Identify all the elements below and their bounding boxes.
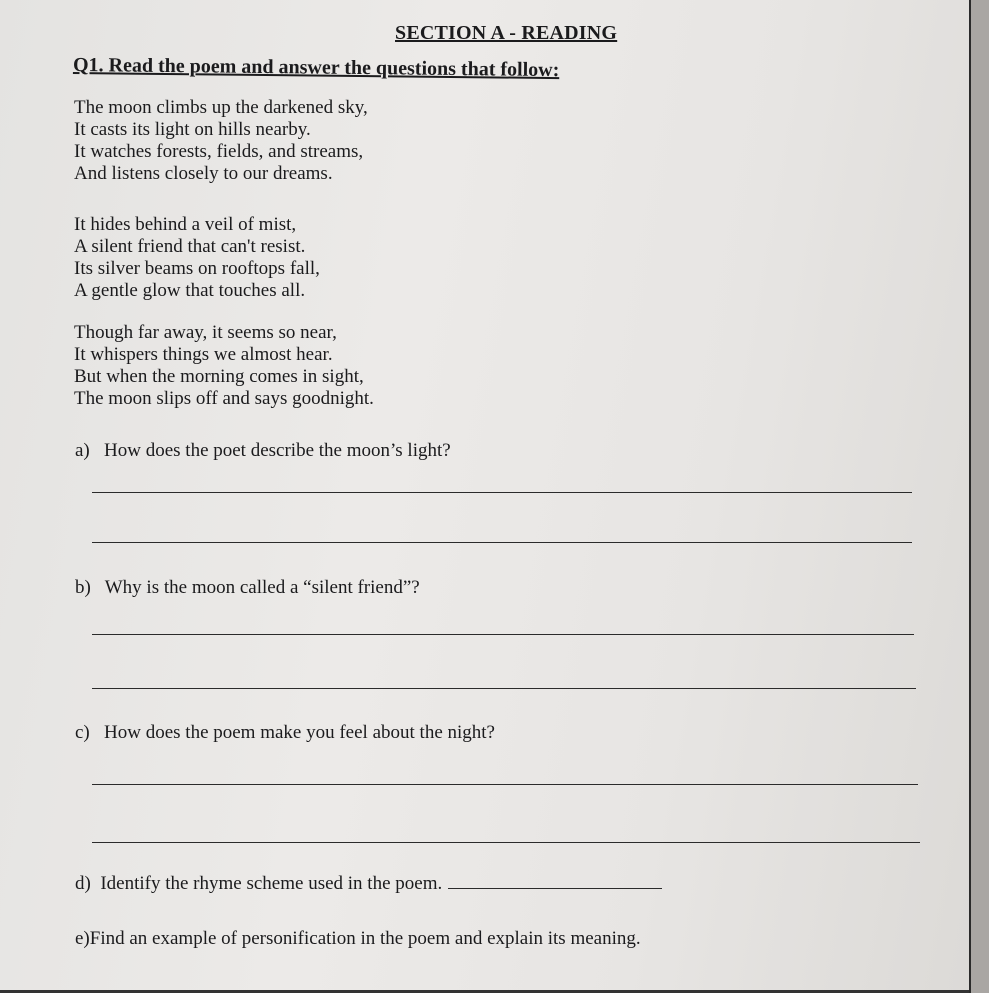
question-title: Q1. Read the poem and answer the questions that follow:: [72, 54, 560, 82]
question-a: [75, 440, 451, 462]
poem-line: And listens closely to our dreams.: [74, 163, 333, 184]
poem-line: But when the morning comes in sight,: [74, 366, 364, 387]
question-d: [75, 873, 662, 895]
question-label: b): [75, 577, 91, 598]
answer-line-c-2[interactable]: [92, 842, 920, 843]
question-label: a): [75, 440, 90, 461]
answer-line-b-2[interactable]: [92, 688, 916, 689]
answer-blank-d[interactable]: [448, 887, 662, 889]
question-text: How does the poet describe the moon’s light?: [104, 440, 451, 461]
answer-line-a-1[interactable]: [92, 492, 912, 493]
answer-line-b-1[interactable]: [92, 634, 914, 635]
poem-line: It hides behind a veil of mist,: [74, 214, 297, 235]
poem-stanza-1: [74, 97, 368, 185]
question-text: How does the poem make you feel about the night?: [104, 722, 495, 743]
question-label: c): [75, 722, 90, 743]
question-text: Why is the moon called a “silent friend”?: [104, 577, 420, 598]
answer-line-c-1[interactable]: [92, 784, 918, 785]
question-e: [75, 928, 641, 950]
poem-line: It whispers things we almost hear.: [74, 344, 333, 365]
question-text: Identify the rhyme scheme used in the poem.: [100, 873, 443, 894]
question-b: [75, 577, 420, 599]
answer-line-a-2[interactable]: [92, 542, 912, 543]
question-text: Find an example of personification in the poem and explain its meaning.: [89, 928, 641, 949]
poem-line: The moon climbs up the darkened sky,: [74, 97, 368, 118]
question-label: d): [75, 873, 91, 894]
poem-line: The moon slips off and says goodnight.: [74, 388, 374, 409]
poem-stanza-3: [74, 322, 374, 410]
poem-line: It casts its light on hills nearby.: [74, 119, 311, 140]
poem-line: Its silver beams on rooftops fall,: [74, 258, 320, 279]
poem-line: A gentle glow that touches all.: [74, 280, 306, 301]
section-title: SECTION A - READING: [395, 22, 618, 44]
poem-stanza-2: [74, 214, 320, 302]
poem-line: Though far away, it seems so near,: [74, 322, 337, 343]
question-label: e): [75, 928, 90, 949]
poem-line: A silent friend that can't resist.: [74, 236, 306, 257]
poem-line: It watches forests, fields, and streams,: [74, 141, 364, 162]
question-c: [75, 722, 495, 744]
